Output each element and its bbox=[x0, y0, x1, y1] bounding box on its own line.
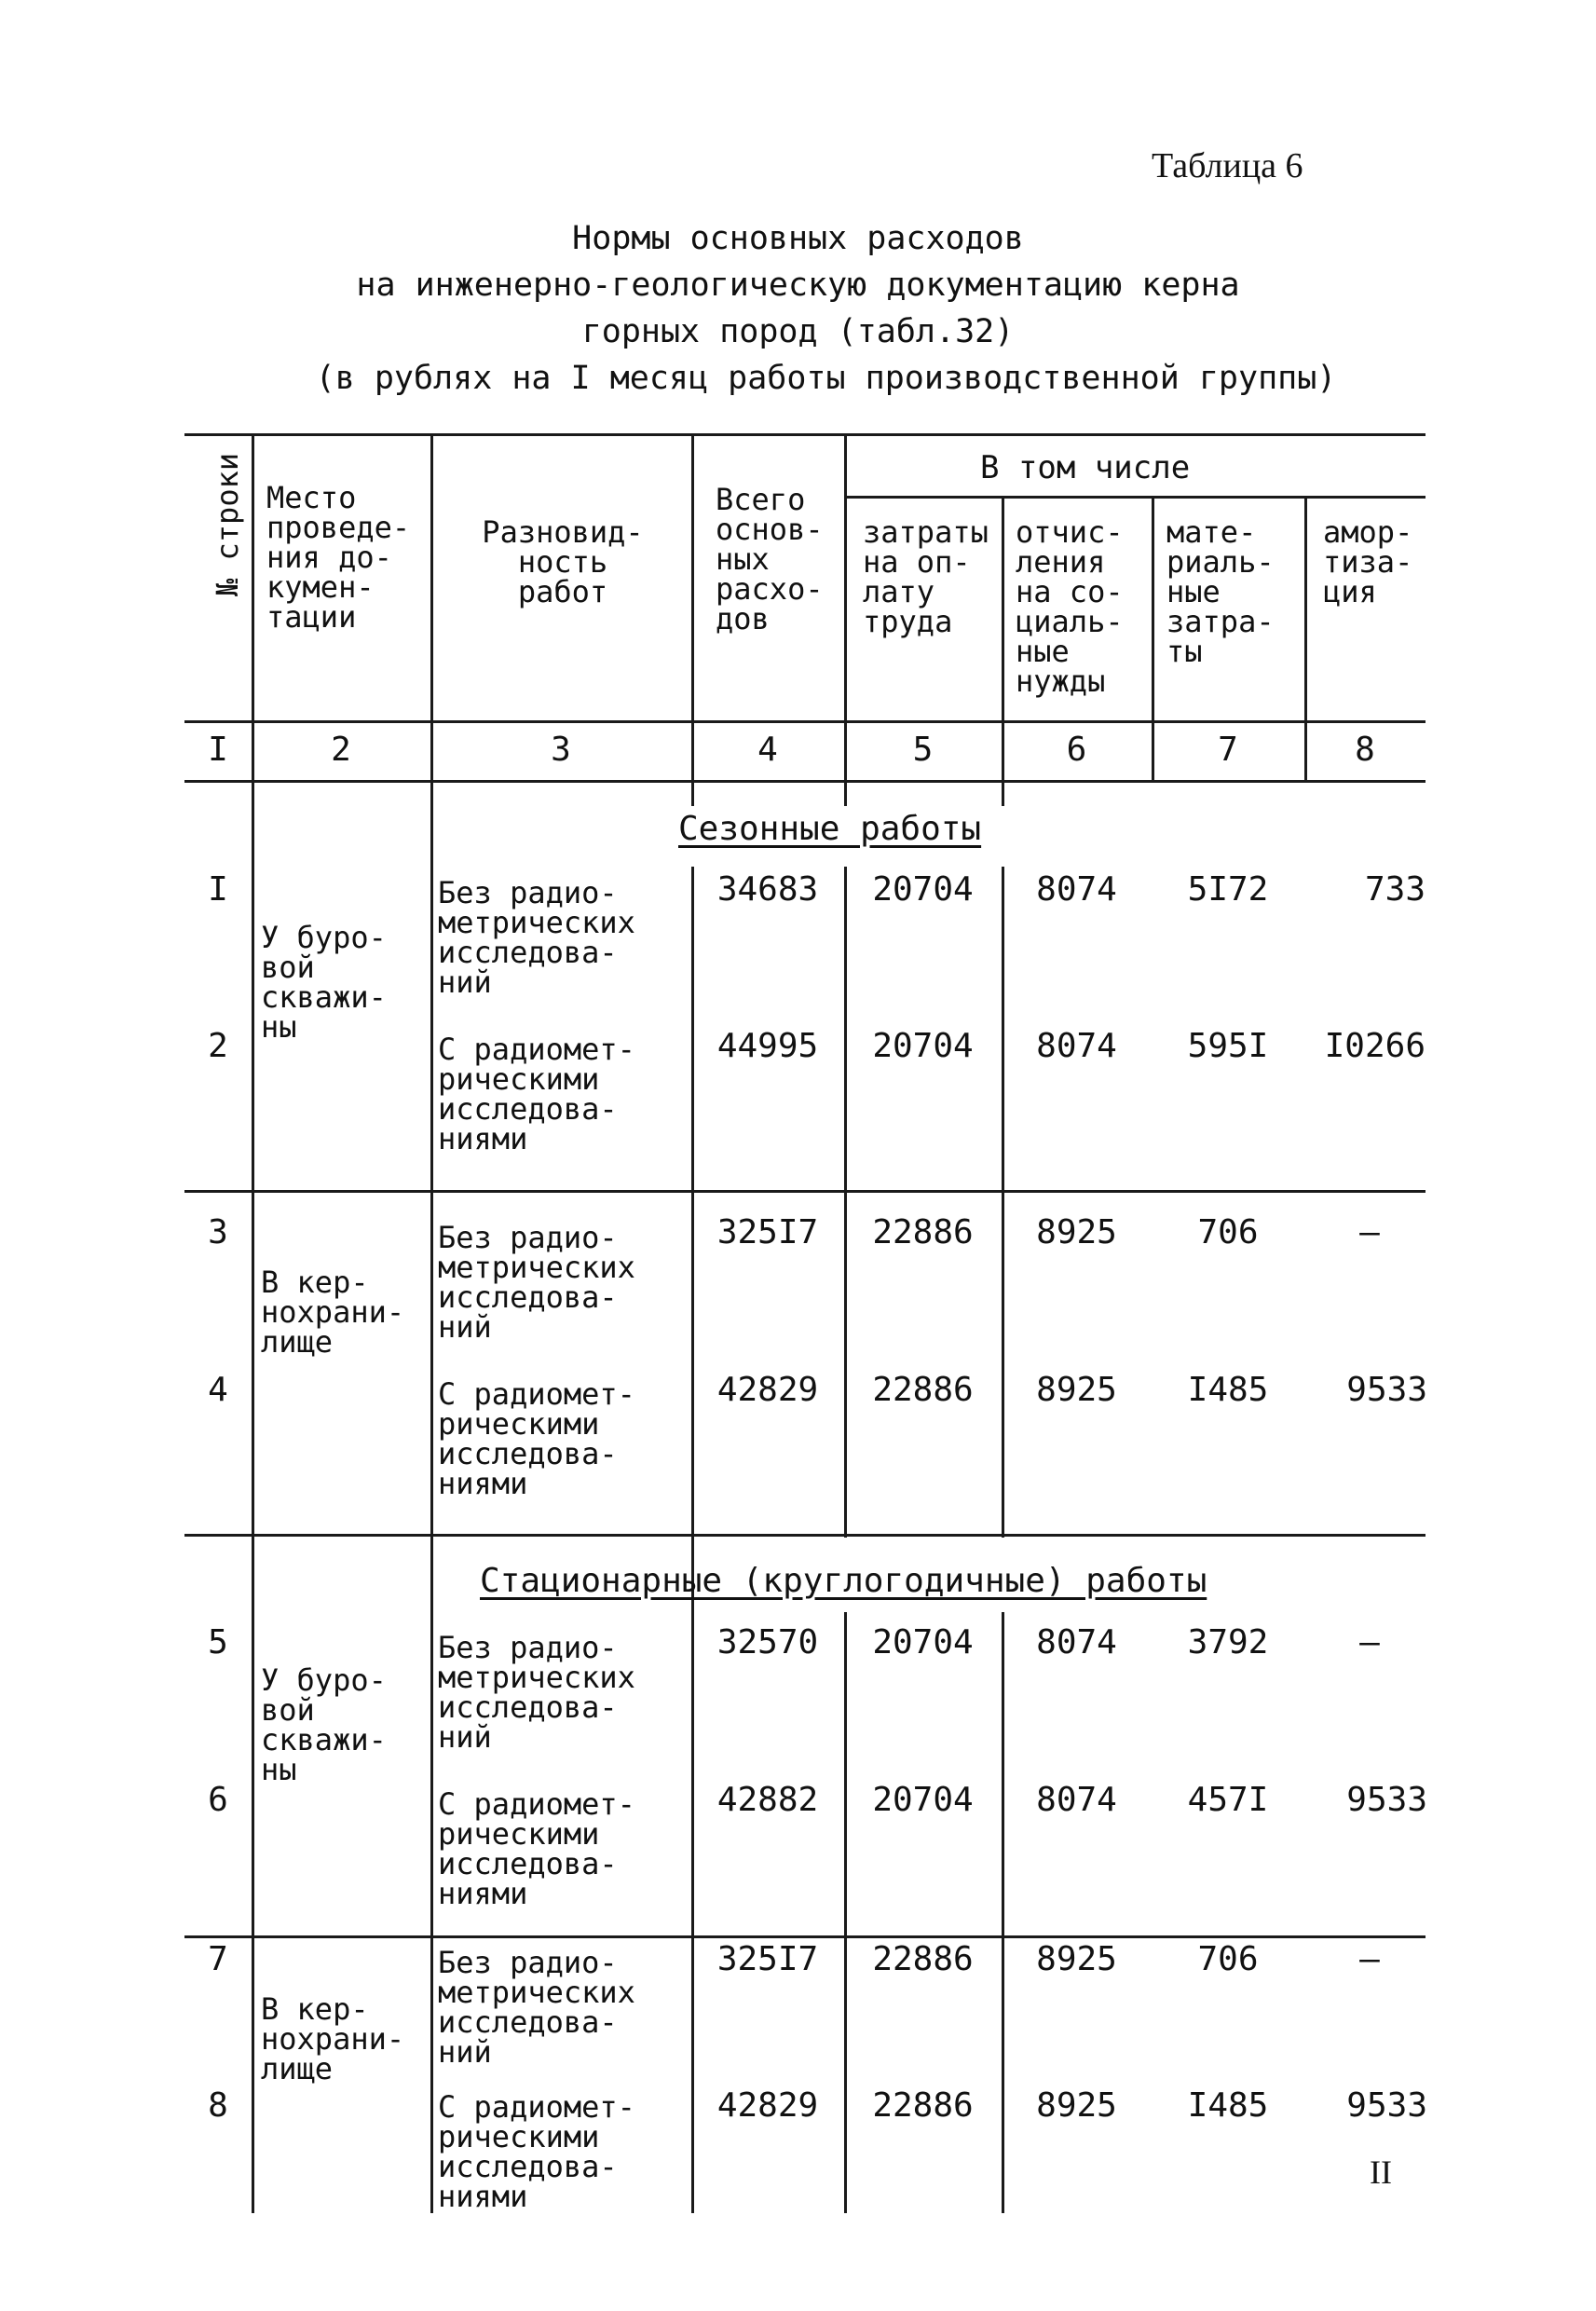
kind-row-4: С радиомет- рическими исследова- ниями bbox=[438, 1376, 635, 1501]
kind-row-5: Без радио- метрических исследова- ний bbox=[438, 1630, 635, 1755]
row-6-total: 42882 bbox=[716, 1781, 819, 1819]
row-3-labor: 22886 bbox=[872, 1213, 974, 1251]
row-4-no: 4 bbox=[208, 1371, 228, 1409]
row-6-material: 457I bbox=[1187, 1781, 1269, 1819]
row-2-amort: I0266 bbox=[1324, 1027, 1425, 1065]
row-4-total: 42829 bbox=[716, 1371, 819, 1409]
row-8-material: I485 bbox=[1187, 2086, 1269, 2125]
col-line-5b bbox=[1002, 867, 1004, 1538]
row-2-labor: 20704 bbox=[872, 1027, 974, 1065]
section-seasonal: Сезонные работы bbox=[678, 810, 982, 848]
row-7-amort: – bbox=[1359, 1940, 1380, 1978]
row-1-total: 34683 bbox=[716, 870, 819, 909]
row-2-social: 8074 bbox=[1036, 1027, 1117, 1065]
col-line-4b bbox=[844, 867, 847, 1538]
row-6-labor: 20704 bbox=[872, 1781, 974, 1819]
row-4-amort: 9533 bbox=[1346, 1371, 1427, 1409]
kind-row-6: С радиомет- рическими исследова- ниями bbox=[438, 1786, 635, 1911]
row-5-material: 3792 bbox=[1187, 1623, 1269, 1661]
row-5-total: 32570 bbox=[716, 1623, 819, 1661]
row-3-amort: – bbox=[1359, 1213, 1380, 1251]
row-2-total: 44995 bbox=[716, 1027, 819, 1065]
kind-row-3: Без радио- метрических исследова- ний bbox=[438, 1220, 635, 1345]
place-core-storage-1: В кер- нохрани- лище bbox=[261, 1265, 405, 1360]
row-4-material: I485 bbox=[1187, 1371, 1269, 1409]
header-labor: затраты на оп- лату труда bbox=[863, 514, 989, 639]
row-8-labor: 22886 bbox=[872, 2086, 974, 2125]
header-amortization: амор- тиза- ция bbox=[1323, 514, 1413, 609]
row-6-amort: 9533 bbox=[1346, 1781, 1427, 1819]
row-1-material: 5I72 bbox=[1187, 870, 1269, 909]
row-4-labor: 22886 bbox=[872, 1371, 974, 1409]
colnum-1: I bbox=[208, 731, 228, 769]
row-6-social: 8074 bbox=[1036, 1781, 1117, 1819]
kind-row-2: С радиомет- рическими исследова- ниями bbox=[438, 1032, 635, 1156]
kind-row-8: С радиомет- рическими исследова- ниями bbox=[438, 2089, 635, 2214]
row-1-amort: 733 bbox=[1364, 870, 1425, 909]
table-title-line-4: (в рублях на I месяц работы производственной группы) bbox=[315, 360, 1337, 397]
colnum-4: 4 bbox=[757, 731, 778, 769]
colnum-5: 5 bbox=[912, 731, 934, 769]
colnum-8: 8 bbox=[1355, 731, 1375, 769]
section-stationary: Стационарные (круглогодичные) работы bbox=[480, 1562, 1207, 1600]
row-6-no: 6 bbox=[208, 1781, 228, 1819]
page-number: II bbox=[1370, 2154, 1392, 2191]
row-7-labor: 22886 bbox=[872, 1940, 974, 1978]
row-1-no: I bbox=[208, 870, 228, 909]
row-2-no: 2 bbox=[208, 1027, 228, 1065]
group-rule-1 bbox=[184, 1190, 1425, 1193]
colnum-3: 3 bbox=[551, 731, 571, 769]
header-social: отчис- ления на со- циаль- ные нужды bbox=[1016, 514, 1124, 699]
table-top-rule bbox=[184, 433, 1425, 436]
row-7-total: 325I7 bbox=[716, 1940, 819, 1978]
row-4-social: 8925 bbox=[1036, 1371, 1117, 1409]
row-7-material: 706 bbox=[1197, 1940, 1259, 1978]
table-label: Таблица 6 bbox=[1152, 146, 1303, 185]
col-line-3b bbox=[691, 867, 694, 2213]
row-7-social: 8925 bbox=[1036, 1940, 1117, 1978]
colnum-6: 6 bbox=[1066, 731, 1087, 769]
row-3-material: 706 bbox=[1197, 1213, 1259, 1251]
header-material: мате- риаль- ные затра- ты bbox=[1166, 514, 1275, 669]
row-5-amort: – bbox=[1359, 1623, 1380, 1661]
place-borehole-1: У буро- вой скважи- ны bbox=[261, 920, 387, 1045]
kind-row-7: Без радио- метрических исследова- ний bbox=[438, 1945, 635, 2070]
group-rule-2 bbox=[184, 1534, 1425, 1537]
col-line-1 bbox=[252, 433, 254, 2213]
row-2-material: 595I bbox=[1187, 1027, 1269, 1065]
row-8-total: 42829 bbox=[716, 2086, 819, 2125]
header-including: В том числе bbox=[980, 449, 1191, 486]
colnum-bottom-rule bbox=[184, 780, 1425, 783]
header-kind: Разновид- ность работ bbox=[482, 514, 644, 609]
row-7-no: 7 bbox=[208, 1940, 228, 1978]
table-title-line-1: Нормы основных расходов bbox=[572, 220, 1024, 257]
header-bottom-rule bbox=[184, 720, 1425, 723]
row-8-amort: 9533 bbox=[1346, 2086, 1427, 2125]
header-place: Место проведе- ния до- кумен- тации bbox=[266, 480, 411, 635]
row-8-social: 8925 bbox=[1036, 2086, 1117, 2125]
row-1-social: 8074 bbox=[1036, 870, 1117, 909]
row-5-social: 8074 bbox=[1036, 1623, 1117, 1661]
kind-row-1: Без радио- метрических исследова- ний bbox=[438, 875, 635, 1000]
colnum-7: 7 bbox=[1218, 731, 1238, 769]
row-5-labor: 20704 bbox=[872, 1623, 974, 1661]
table-title-line-2: на инженерно-геологическую документацию керна bbox=[356, 267, 1240, 304]
place-core-storage-2: В кер- нохрани- лище bbox=[261, 1991, 405, 2086]
table-title-line-3: горных пород (табл.32) bbox=[581, 313, 1015, 350]
colnum-2: 2 bbox=[331, 731, 351, 769]
row-5-no: 5 bbox=[208, 1623, 228, 1661]
header-total: Всего основ- ных расхо- дов bbox=[716, 482, 824, 636]
col-line-2 bbox=[430, 433, 433, 2213]
row-8-no: 8 bbox=[208, 2086, 228, 2125]
row-1-labor: 20704 bbox=[872, 870, 974, 909]
subheader-rule bbox=[844, 496, 1425, 499]
header-row-number: № строки bbox=[210, 452, 245, 596]
group-rule-3 bbox=[184, 1935, 1425, 1938]
row-3-social: 8925 bbox=[1036, 1213, 1117, 1251]
row-3-total: 325I7 bbox=[716, 1213, 819, 1251]
row-3-no: 3 bbox=[208, 1213, 228, 1251]
place-borehole-2: У буро- вой скважи- ны bbox=[261, 1662, 387, 1787]
